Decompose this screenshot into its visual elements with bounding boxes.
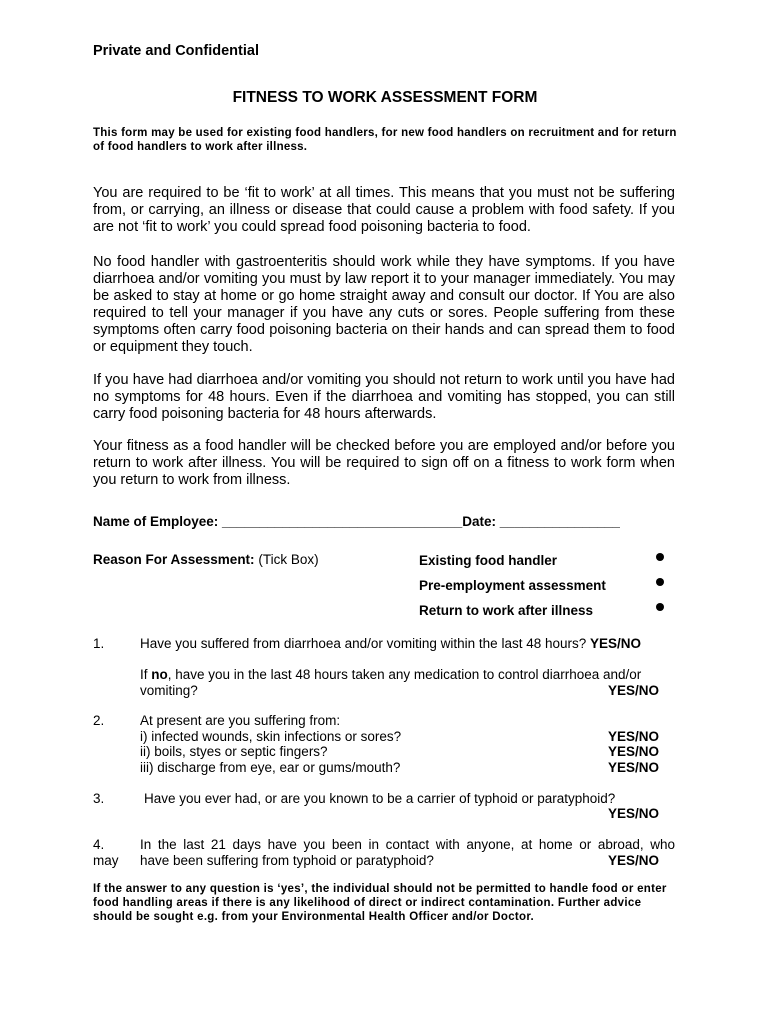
paragraph-return-rule: If you have had diarrhoea and/or vomiting you should not return to work until you have had no symptoms for 48 hours. Even if the diarrhoea and vomiting has stopped, you can still carry food poisoning bacteria for 48 hours afterwards. [93, 372, 675, 422]
question-4-line-2: have been suffering from typhoid or paratyphoid? [140, 853, 434, 868]
question-2-intro: At present are you suffering from: [140, 713, 341, 728]
option-existing-food-handler: Existing food handler [419, 553, 558, 568]
question-2-item-2-answer[interactable]: YES/NO [607, 744, 659, 759]
question-3-number: 3. [93, 791, 105, 806]
employee-row [93, 514, 620, 529]
confidential-label: Private and Confidential [93, 43, 259, 59]
intro-text: This form may be used for existing food handlers, for new food handlers on recruitment and for return of food handlers to work after illness. [93, 127, 677, 153]
question-3-answer[interactable]: YES/NO [607, 806, 659, 821]
question-2-item-1: i) infected wounds, skin infections or sores? [140, 729, 402, 744]
followup-no: no [151, 667, 168, 682]
followup-text: , have you in the last 48 hours taken any medication to control diarrhoea and/or vomiting? [140, 667, 642, 698]
question-4-line-1: In the last 21 days have you been in contact with anyone, at home or abroad, who [140, 837, 675, 852]
reason-label [93, 552, 319, 567]
option-pre-employment: Pre-employment assessment [419, 578, 606, 593]
paragraph-fit-to-work: You are required to be ‘fit to work’ at all times. This means that you must not be suffering from, or carrying, an illness or disease that could cause a problem with food safety. If you are not ‘fit to work’ you could spread food poisoning bacteria to food. [93, 185, 675, 235]
question-1-number: 1. [93, 636, 105, 651]
employee-name-field[interactable]: Name of Employee: ________________________________ [93, 514, 463, 529]
question-4-answer[interactable]: YES/NO [607, 853, 659, 868]
question-3-text: Have you ever had, or are you known to be a carrier of typhoid or paratyphoid? [144, 791, 616, 806]
question-4-may: may [93, 853, 119, 868]
reason-hint: (Tick Box) [258, 552, 319, 567]
option-return-to-work: Return to work after illness [419, 603, 594, 618]
question-2-item-2: ii) boils, styes or septic fingers? [140, 744, 328, 759]
tick-box-return-to-work[interactable] [656, 603, 664, 611]
page-title: FITNESS TO WORK ASSESSMENT FORM [232, 89, 538, 106]
question-1b-answer[interactable]: YES/NO [607, 683, 659, 698]
question-4-number: 4. [93, 837, 105, 852]
question-1-text [140, 636, 641, 652]
question-1-answer[interactable]: YES/NO [590, 636, 642, 651]
question-1-label: Have you suffered from diarrhoea and/or vomiting within the last 48 hours? [140, 636, 587, 651]
date-field[interactable]: Date: ________________ [462, 514, 620, 529]
tick-box-existing[interactable] [656, 553, 664, 561]
tick-box-pre-employment[interactable] [656, 578, 664, 586]
question-2-item-3-answer[interactable]: YES/NO [607, 760, 659, 775]
reason-title: Reason For Assessment: [93, 552, 255, 567]
question-2-item-3: iii) discharge from eye, ear or gums/mouth? [140, 760, 401, 775]
paragraph-fitness-check: Your fitness as a food handler will be checked before you are employed and/or before you return to work after illness. You will be required to sign off on a fitness to work form when you return to work from illness. [93, 438, 675, 488]
question-2-item-1-answer[interactable]: YES/NO [607, 729, 659, 744]
question-1-followup [140, 667, 672, 698]
paragraph-gastroenteritis: No food handler with gastroenteritis should work while they have symptoms. If you have diarrhoea and/or vomiting you must by law report it to your manager immediately. You may be asked to stay at home or go home straight away and consult our doctor. If You are also required to tell your manager if you have any cuts or sores. People suffering from these symptoms often carry food poisoning bacteria on their hands and can spread them to food or equipment they touch. [93, 254, 675, 355]
footer-note: If the answer to any question is ‘yes’, the individual should not be permitted to handle food or enter food handling areas if there is any likelihood of direct or indirect contamination. Further advice should be sought e.g. from your Environmental Health Officer and/or Doctor. [93, 883, 667, 923]
followup-if: If [140, 667, 152, 682]
question-2-number: 2. [93, 713, 105, 728]
